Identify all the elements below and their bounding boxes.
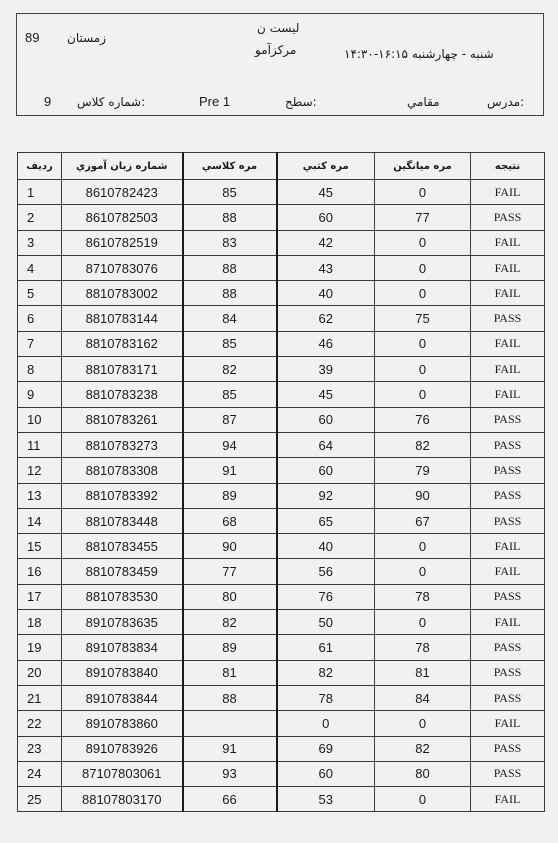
student-id-cell: 8810783455 xyxy=(62,534,183,559)
table-row xyxy=(18,180,545,205)
row-number-cell: 7 xyxy=(18,331,62,356)
row-number-cell: 5 xyxy=(18,281,62,306)
written-score-cell: 76 xyxy=(277,584,375,609)
table-row xyxy=(18,281,545,306)
header-box xyxy=(16,13,544,116)
level-value: مقامي xyxy=(407,95,440,109)
result-cell: PASS xyxy=(471,736,545,761)
result-cell: FAIL xyxy=(471,534,545,559)
table-row xyxy=(18,458,545,483)
teacher-label: مدرس: xyxy=(487,95,525,109)
header-student-id: شماره زبان آموزي xyxy=(62,153,183,180)
written-score-cell: 45 xyxy=(277,180,375,205)
student-id-cell: 8610782519 xyxy=(62,230,183,255)
table-row xyxy=(18,736,545,761)
average-score-cell: 81 xyxy=(375,660,471,685)
written-score-cell: 78 xyxy=(277,685,375,710)
table-row xyxy=(18,559,545,584)
level-label: سطح: xyxy=(285,95,317,109)
written-score-cell: 82 xyxy=(277,660,375,685)
average-score-cell: 84 xyxy=(375,685,471,710)
class-score-cell: 88 xyxy=(183,205,277,230)
row-number-cell: 10 xyxy=(18,407,62,432)
written-score-cell: 60 xyxy=(277,458,375,483)
term-label: زمستان xyxy=(67,31,107,45)
average-score-cell: 0 xyxy=(375,382,471,407)
table-row xyxy=(18,205,545,230)
row-number-cell: 15 xyxy=(18,534,62,559)
student-id-cell: 8810783238 xyxy=(62,382,183,407)
table-row xyxy=(18,382,545,407)
table-row xyxy=(18,534,545,559)
result-cell: FAIL xyxy=(471,180,545,205)
class-score-cell: 81 xyxy=(183,660,277,685)
average-score-cell: 0 xyxy=(375,357,471,382)
result-cell: PASS xyxy=(471,306,545,331)
row-number-cell: 25 xyxy=(18,787,62,812)
header-row-number: رديف xyxy=(18,153,62,180)
result-cell: PASS xyxy=(471,458,545,483)
row-number-cell: 11 xyxy=(18,432,62,457)
result-cell: PASS xyxy=(471,660,545,685)
class-score-cell: 94 xyxy=(183,432,277,457)
table-row xyxy=(18,432,545,457)
table-row xyxy=(18,357,545,382)
result-cell: FAIL xyxy=(471,230,545,255)
row-number-cell: 22 xyxy=(18,711,62,736)
header-written-score: مره کتبي xyxy=(277,153,375,180)
table-row xyxy=(18,483,545,508)
class-score-cell: 88 xyxy=(183,281,277,306)
table-row xyxy=(18,230,545,255)
class-score-cell: 90 xyxy=(183,534,277,559)
result-cell: FAIL xyxy=(471,382,545,407)
row-number-cell: 13 xyxy=(18,483,62,508)
class-score-cell: 77 xyxy=(183,559,277,584)
average-score-cell: 90 xyxy=(375,483,471,508)
written-score-cell: 39 xyxy=(277,357,375,382)
table-row xyxy=(18,584,545,609)
result-cell: FAIL xyxy=(471,559,545,584)
class-score-cell: 85 xyxy=(183,180,277,205)
header-class-score: مره کلاسي xyxy=(183,153,277,180)
average-score-cell: 0 xyxy=(375,230,471,255)
student-id-cell: 8910783635 xyxy=(62,610,183,635)
result-cell: FAIL xyxy=(471,711,545,736)
class-score-cell: 93 xyxy=(183,761,277,786)
result-cell: FAIL xyxy=(471,787,545,812)
result-cell: PASS xyxy=(471,205,545,230)
written-score-cell: 53 xyxy=(277,787,375,812)
class-score-cell: 85 xyxy=(183,331,277,356)
written-score-cell: 60 xyxy=(277,761,375,786)
year-label: 89 xyxy=(25,30,40,45)
table-row xyxy=(18,660,545,685)
row-number-cell: 8 xyxy=(18,357,62,382)
written-score-cell: 92 xyxy=(277,483,375,508)
student-id-cell: 8810783273 xyxy=(62,432,183,457)
table-row xyxy=(18,331,545,356)
student-id-cell: 8910783844 xyxy=(62,685,183,710)
student-id-cell: 8610782503 xyxy=(62,205,183,230)
average-score-cell: 0 xyxy=(375,610,471,635)
row-number-cell: 2 xyxy=(18,205,62,230)
result-cell: FAIL xyxy=(471,255,545,280)
student-id-cell: 87107803061 xyxy=(62,761,183,786)
student-id-cell: 8710783076 xyxy=(62,255,183,280)
written-score-cell: 45 xyxy=(277,382,375,407)
row-number-cell: 14 xyxy=(18,508,62,533)
table-body xyxy=(18,180,545,812)
center-name: مرکزآمو xyxy=(255,43,297,57)
average-score-cell: 0 xyxy=(375,180,471,205)
average-score-cell: 77 xyxy=(375,205,471,230)
header-average-score: مره ميانگين xyxy=(375,153,471,180)
student-id-cell: 8810783392 xyxy=(62,483,183,508)
student-id-cell: 8810783261 xyxy=(62,407,183,432)
student-id-cell: 88107803170 xyxy=(62,787,183,812)
result-cell: PASS xyxy=(471,407,545,432)
schedule-label: شنبه - چهارشنبه ۱۶:۱۵-۱۴:۳۰ xyxy=(344,47,494,61)
class-score-cell: 88 xyxy=(183,685,277,710)
written-score-cell: 60 xyxy=(277,205,375,230)
row-number-cell: 1 xyxy=(18,180,62,205)
class-score-cell: 84 xyxy=(183,306,277,331)
written-score-cell: 40 xyxy=(277,534,375,559)
average-score-cell: 0 xyxy=(375,255,471,280)
row-number-cell: 17 xyxy=(18,584,62,609)
written-score-cell: 56 xyxy=(277,559,375,584)
result-cell: FAIL xyxy=(471,357,545,382)
average-score-cell: 78 xyxy=(375,584,471,609)
average-score-cell: 0 xyxy=(375,534,471,559)
student-id-cell: 8810783308 xyxy=(62,458,183,483)
written-score-cell: 60 xyxy=(277,407,375,432)
class-score-cell: 82 xyxy=(183,357,277,382)
student-id-cell: 8910783860 xyxy=(62,711,183,736)
class-number: 9 xyxy=(44,94,52,109)
class-score-cell: 89 xyxy=(183,635,277,660)
average-score-cell: 0 xyxy=(375,787,471,812)
average-score-cell: 75 xyxy=(375,306,471,331)
student-id-cell: 8810783459 xyxy=(62,559,183,584)
class-number-label: شماره کلاس: xyxy=(77,95,146,109)
class-score-cell: 68 xyxy=(183,508,277,533)
written-score-cell: 43 xyxy=(277,255,375,280)
result-cell: FAIL xyxy=(471,281,545,306)
result-cell: PASS xyxy=(471,761,545,786)
row-number-cell: 3 xyxy=(18,230,62,255)
result-cell: PASS xyxy=(471,508,545,533)
written-score-cell: 50 xyxy=(277,610,375,635)
student-id-cell: 8910783926 xyxy=(62,736,183,761)
student-id-cell: 8810783144 xyxy=(62,306,183,331)
average-score-cell: 0 xyxy=(375,559,471,584)
header-result: نتيجه xyxy=(471,153,545,180)
table-row xyxy=(18,761,545,786)
average-score-cell: 79 xyxy=(375,458,471,483)
class-score-cell: 82 xyxy=(183,610,277,635)
page-title: لیست ن xyxy=(257,21,300,35)
table-row xyxy=(18,787,545,812)
student-id-cell: 8910783840 xyxy=(62,660,183,685)
written-score-cell: 64 xyxy=(277,432,375,457)
row-number-cell: 9 xyxy=(18,382,62,407)
written-score-cell: 61 xyxy=(277,635,375,660)
table-row xyxy=(18,685,545,710)
student-id-cell: 8810783530 xyxy=(62,584,183,609)
result-cell: PASS xyxy=(471,635,545,660)
class-score-cell: 91 xyxy=(183,736,277,761)
row-number-cell: 23 xyxy=(18,736,62,761)
result-cell: FAIL xyxy=(471,610,545,635)
table-row xyxy=(18,306,545,331)
written-score-cell: 65 xyxy=(277,508,375,533)
average-score-cell: 82 xyxy=(375,736,471,761)
table-row xyxy=(18,711,545,736)
table-row xyxy=(18,508,545,533)
written-score-cell: 40 xyxy=(277,281,375,306)
row-number-cell: 19 xyxy=(18,635,62,660)
average-score-cell: 0 xyxy=(375,331,471,356)
table-header-row xyxy=(18,153,545,180)
row-number-cell: 18 xyxy=(18,610,62,635)
average-score-cell: 78 xyxy=(375,635,471,660)
result-cell: PASS xyxy=(471,483,545,508)
written-score-cell: 46 xyxy=(277,331,375,356)
written-score-cell: 0 xyxy=(277,711,375,736)
table-row xyxy=(18,635,545,660)
row-number-cell: 24 xyxy=(18,761,62,786)
result-cell: PASS xyxy=(471,685,545,710)
class-score-cell: 89 xyxy=(183,483,277,508)
class-score-cell: 66 xyxy=(183,787,277,812)
class-score-cell: 80 xyxy=(183,584,277,609)
result-cell: PASS xyxy=(471,584,545,609)
row-number-cell: 6 xyxy=(18,306,62,331)
student-id-cell: 8810783162 xyxy=(62,331,183,356)
average-score-cell: 82 xyxy=(375,432,471,457)
row-number-cell: 16 xyxy=(18,559,62,584)
result-cell: FAIL xyxy=(471,331,545,356)
class-score-cell: 88 xyxy=(183,255,277,280)
class-score-cell: 83 xyxy=(183,230,277,255)
table-row xyxy=(18,610,545,635)
average-score-cell: 0 xyxy=(375,281,471,306)
student-id-cell: 8810783002 xyxy=(62,281,183,306)
average-score-cell: 76 xyxy=(375,407,471,432)
row-number-cell: 20 xyxy=(18,660,62,685)
average-score-cell: 0 xyxy=(375,711,471,736)
result-cell: PASS xyxy=(471,432,545,457)
student-id-cell: 8910783834 xyxy=(62,635,183,660)
average-score-cell: 80 xyxy=(375,761,471,786)
written-score-cell: 42 xyxy=(277,230,375,255)
student-id-cell: 8810783171 xyxy=(62,357,183,382)
row-number-cell: 12 xyxy=(18,458,62,483)
class-score-cell: 85 xyxy=(183,382,277,407)
written-score-cell: 62 xyxy=(277,306,375,331)
class-score-cell: 87 xyxy=(183,407,277,432)
class-score-cell: 91 xyxy=(183,458,277,483)
table-row xyxy=(18,407,545,432)
table-row xyxy=(18,255,545,280)
student-id-cell: 8610782423 xyxy=(62,180,183,205)
average-score-cell: 67 xyxy=(375,508,471,533)
written-score-cell: 69 xyxy=(277,736,375,761)
grades-table xyxy=(17,152,545,812)
row-number-cell: 4 xyxy=(18,255,62,280)
student-id-cell: 8810783448 xyxy=(62,508,183,533)
row-number-cell: 21 xyxy=(18,685,62,710)
class-score-cell xyxy=(183,711,277,736)
course-label: Pre 1 xyxy=(199,94,231,109)
